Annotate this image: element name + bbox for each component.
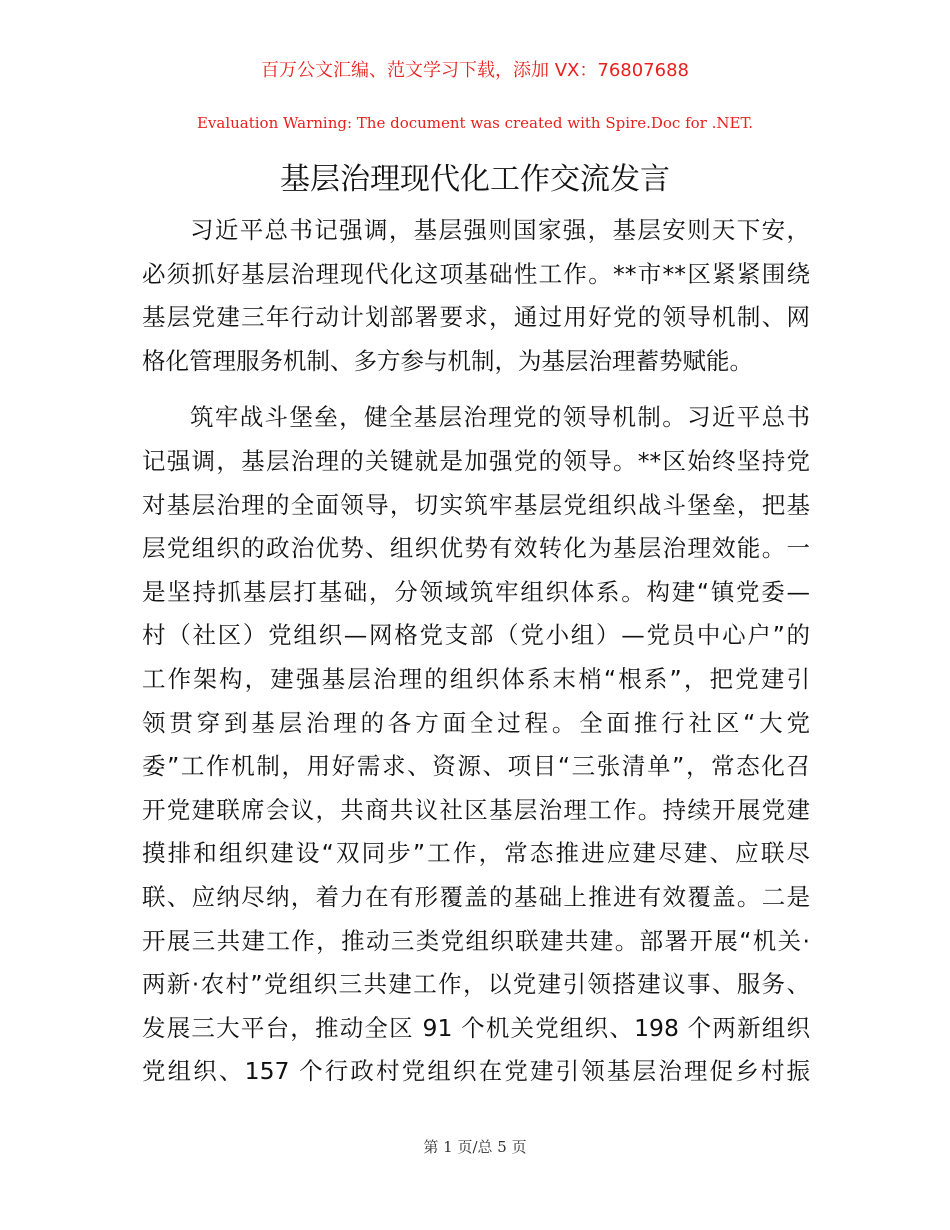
document-body <box>142 209 810 1094</box>
text-line: 摸排和组织建设“双同步”工作，常态推进应建尽建、应联尽 <box>142 839 810 868</box>
text-line: 筑牢战斗堡垒，健全基层治理党的领导机制。习近平总书 <box>190 403 810 432</box>
text-line: 习近平总书记强调，基层强则国家强，基层安则天下安， <box>190 216 810 244</box>
text-line: 两新·农村”党组织三共建工作，以党建引领搭建议事、服务、 <box>142 970 810 999</box>
download-banner: 百万公文汇编、范文学习下载，添加 VX：76807688 <box>261 60 689 81</box>
text-line: 开展三共建工作，推动三类党组织联建共建。部署开展“机关· <box>142 926 810 955</box>
page-indicator: 第 1 页/总 5 页 <box>423 1138 527 1156</box>
paragraph-intro <box>142 209 810 383</box>
text-line: 领贯穿到基层治理的各方面全过程。全面推行社区“大党 <box>142 708 810 737</box>
text-line: 是坚持抓基层打基础，分领域筑牢组织体系。构建“镇党委— <box>142 577 810 606</box>
text-line: 必须抓好基层治理现代化这项基础性工作。**市**区紧紧围绕 <box>142 259 810 288</box>
text-line: 村（社区）党组织—网格党支部（党小组）—党员中心户”的 <box>142 621 810 650</box>
text-line: 委”工作机制，用好需求、资源、项目“三张清单”，常态化召 <box>142 752 810 781</box>
text-line: 党组织、157 个行政村党组织在党建引领基层治理促乡村振 <box>142 1057 810 1086</box>
document-title: 基层治理现代化工作交流发言 <box>280 162 670 197</box>
text-line: 记强调，基层治理的关键就是加强党的领导。**区始终坚持党 <box>142 446 810 475</box>
text-line: 层党组织的政治优势、组织优势有效转化为基层治理效能。一 <box>142 534 810 563</box>
paragraph-leadership <box>142 396 810 1094</box>
text-line: 发展三大平台，推动全区 91 个机关党组织、198 个两新组织 <box>142 1013 810 1042</box>
text-line: 工作架构，建强基层治理的组织体系末梢“根系”，把党建引 <box>142 664 810 693</box>
text-line: 格化管理服务机制、多方参与机制，为基层治理蓄势赋能。 <box>142 346 753 375</box>
text-line: 对基层治理的全面领导，切实筑牢基层党组织战斗堡垒，把基 <box>142 490 810 519</box>
evaluation-warning: Evaluation Warning: The document was created with Spire.Doc for .NET. <box>196 114 754 132</box>
text-line: 联、应纳尽纳，着力在有形覆盖的基础上推进有效覆盖。二是 <box>142 882 810 911</box>
text-line: 开党建联席会议，共商共议社区基层治理工作。持续开展党建 <box>142 795 810 824</box>
text-line: 基层党建三年行动计划部署要求，通过用好党的领导机制、网 <box>142 303 810 332</box>
